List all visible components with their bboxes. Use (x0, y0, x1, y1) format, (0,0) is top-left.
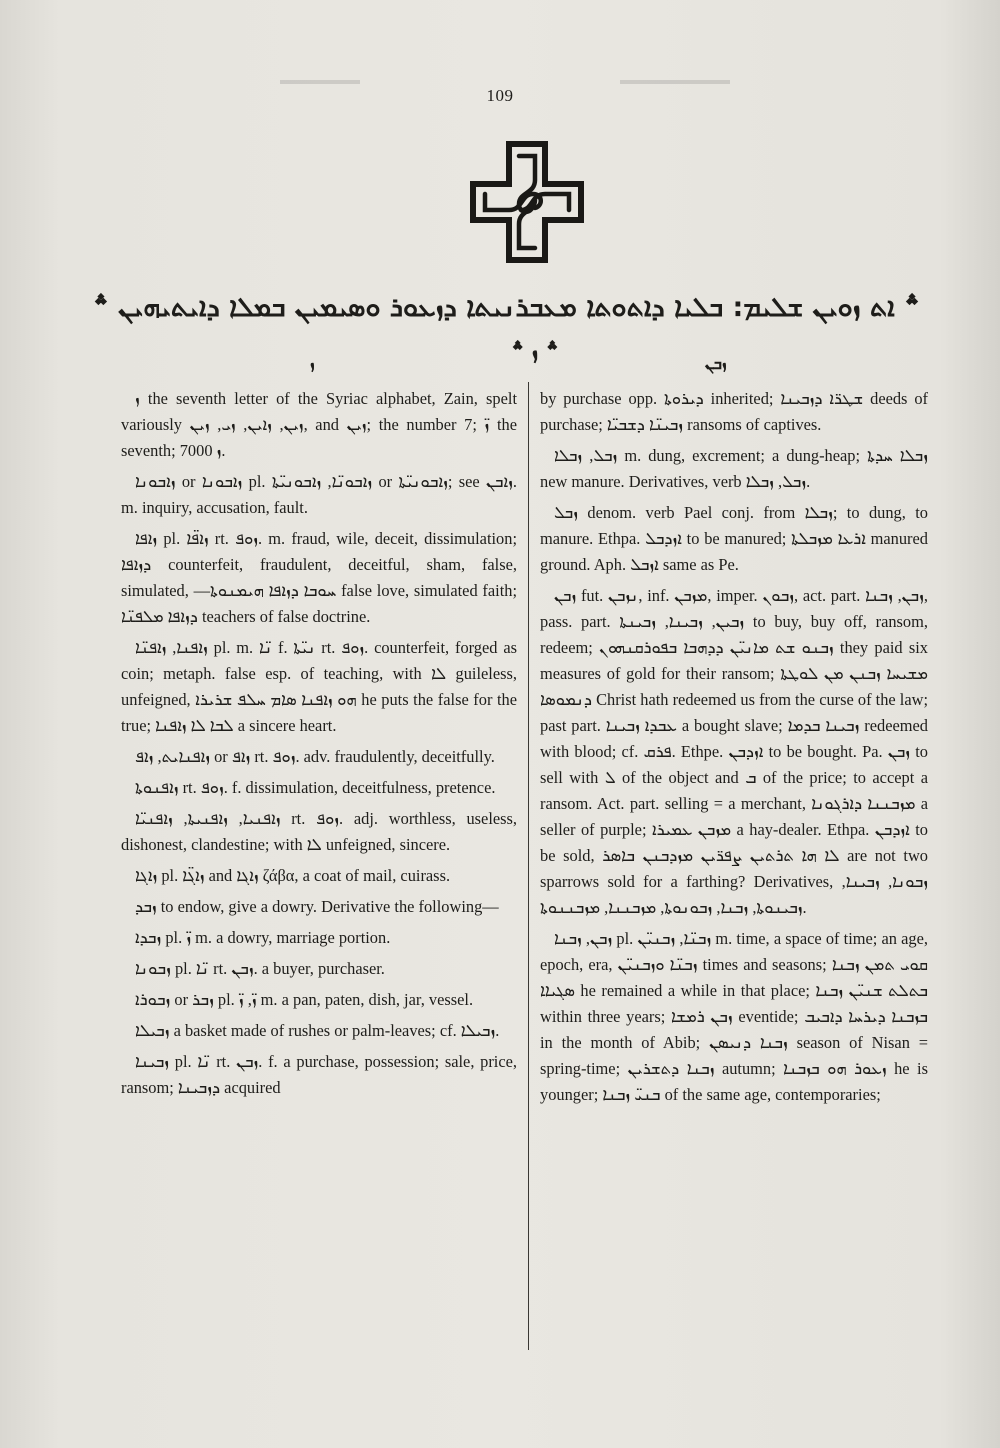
right-column (540, 386, 928, 1113)
dictionary-entry: ܙܐܓܐ pl. ܙܐܓ̈ܐ and ܙܐܓܐ ζάβα, a coat of mail, cuirass. (135, 866, 451, 885)
section-heading: ؞ ܐܬ ܙܘܝܢ ܫܠܝܡ: ܒܠܝܐ ܕܐܬܘܬܐ ܡܥܒܪܢܝܬܐ ܕܙܥܘܪ ܘܣܝܡܝܢ ܒܡܠܐ ܕܐܝܬܝܗܝܢ ؞ (93, 292, 920, 323)
dictionary-entry: ܙܐܦܐ pl. ܙܐܦ̈ܐ rt. ܙܘܦ. m. fraud, wile, deceit, dissimulation; ܕܙܐܦܐ counterfeit, fraudulent, deceitful, sham, false, simulated, —ܚܘܒܐ ܕܙܐܦܐ ܗܝܡܢܘܬܐ false love, simulated faith; ܕܙܐܦܐ ܡܠܦܢ̈ܐ teachers of false doctrine. (121, 529, 518, 626)
dictionary-entry: ܙܒܕ to endow, give a dowry. Derivative the following— (135, 897, 499, 916)
dictionary-entry: ܙܐܦܢܐ, ܙܐܦܢ̈ܐ pl. m. ܢ̈ܐ f. ܢܝ̈ܬܐ rt. ܙܘܦ. counterfeit, forged as coin; metaph. false esp. of teaching, with ܠܐ guileless, unfeigned, ܗܘ ܙܐܦܢܐ ܣܐܡ ܚܠܦ ܫܪܝܪܐ he puts the false for the true; ܠܒܐ ܠܐ ܙܐܦܢܐ a sincere heart. (121, 638, 518, 735)
dictionary-entry: ܙܒܠ denom. verb Pael conj. from ܙܒܠܐ; to dung, to manure. Ethpa. ܐܙܕܒܠ to be manured; ܐܪܥܐ ܡܙܒܠܬܐ manured ground. Aph. ܐܙܒܠ same as Pe. (540, 503, 928, 574)
left-column (121, 386, 517, 1106)
dictionary-entry: ܙܒܝܠܐ a basket made of rushes or palm-leaves; cf. ܙܒܝܠܐ. (135, 1021, 500, 1040)
dictionary-entry: ܙܐܒܘܢܐ or ܙܐܒܘܢܐ pl. ܙܐܒܘܢ̈ܐ, ܙܐܒܘܢܝ̈ܬܐ or ܙܐܒܘܢܝ̈ܬܐ; see ܙܐܒܢ. m. inquiry, accusation, fault. (121, 472, 517, 517)
dictionary-entry: ܙܒܕܐ pl. ܙ̈ m. a dowry, marriage portion. (135, 928, 391, 947)
dictionary-entry: ܙ the seventh letter of the Syriac alphabet, Zain, spelt variously ܙܝܢ, ܙܐܝܢ, ܙܝ, ܙܝܢ, and ܙܝܢ; the number 7; ܙ̈ the seventh; ܙ 7000. (121, 389, 517, 460)
dictionary-entry-continued: by purchase opp. ܕܝܪܘܬܐ inherited; ܫܛܪ̈ܐ ܕܙܒܝܢܐ deeds of purchase; ܙܒܝܢ̈ܐ ܕܫܒܝ̈ܐ ransoms of captives. (540, 389, 928, 434)
dictionary-entry: ܙܐܦܢܘܬܐ rt. ܙܘܦ. f. dissimulation, deceitfulness, pretence. (135, 778, 496, 797)
cross-ornament-icon (469, 140, 585, 264)
dictionary-entry: ܙܒܘܢܐ pl. ܢ̈ܐ rt. ܙܒܢ. a buyer, purchaser. (135, 959, 385, 978)
dictionary-entry: ܙܒܠ, ܙܒܠܐ m. dung, excrement; a dung-heap; ܙܒܠܐ ܚܕܬܐ new manure. Derivatives, verb ܙܒܠ, ܙܒܠܐ. (540, 446, 928, 491)
section-letter-mark: ؞ ܙ ؞ (511, 340, 559, 365)
dictionary-entry: ܙܒܢ, ܙܒܢܐ pl. ܙܒܢ̈ܐ, ܙܒܢܝ̈ܢ m. time, a space of time; an age, epoch, era, ܙܒܢ̈ܐ ܘܙܒܢܝ̈ܢ times and seasons; ܩܘܝ ܬܡܢ ܙܒܢܐ ܣܓܝܐܐ he remained a while in that place; ܒܬܠܬ ܫܢܝ̈ܢ ܙܒܢܐ within three years; ܙܒܢ ܪܡܫܐ eventide; ܒܙܒܢܐ ܕܝܪܚܐ ܕܐܒܝܒ in the month of Abib; ܙܒܢܐ ܕܢܝܣܢ season of Nisan = spring-time; ܙܒܢܐ ܕܬܫܪܝܢ autumn; ܙܥܘܪ ܗܘ ܒܙܒܢܐ he is younger; ܒܢܝ̈ ܙܒܢܐ of the same age, contemporaries; (540, 929, 928, 1104)
right-column-catchword: ܙܒܢ (705, 354, 727, 373)
page-number: 109 (486, 86, 514, 105)
left-column-catchword: ܙ (310, 354, 315, 373)
dictionary-entry: ܙܐܦܢܝܐ, ܙܐܦܢܝܬܐ, ܙܐܦܢܝ̈ܐ rt. ܙܘܦ. adj. worthless, useless, dishonest, clandestine; with ܠܐ unfeigned, sincere. (121, 809, 518, 854)
dictionary-entry: ܙܒܝܢܐ pl. ܢ̈ܐ rt. ܙܒܢ. f. a purchase, possession; sale, price, ransom; ܕܙܒܝܢܐ acquired (121, 1052, 517, 1097)
dictionary-entry: ܙܒܘܪܐ or ܙܒܪ pl. ܙ̈, ܙ̈ m. a pan, paten, dish, jar, vessel. (135, 990, 474, 1009)
column-divider (528, 382, 529, 1350)
dictionary-entry: ܙܒܢ fut. ܢܙܒܢ, inf. ܡܙܒܢ, imper. ܙܒܘܢ, act. part. ܙܒܢ, ܙܒܢܐ, pass. part. ܙܒܝܢ, ܙܒܝܢܐ, ܙܒܝܢܬܐ to buy, buy off, ransom, redeem; ܙܒܢܘ ܫܬ ܡܐܢܝ̈ܢ ܕܕܗܒܐ ܒܦܘܪܩܢܗܘܢ they paid six measures of gold for their ransom; ܡܫܝܚܐ ܙܒܢܢ ܡܢ ܠܘܛܬܐ ܕܢܡܘܣܐ Christ hath redeemed us from the curse of the law; past part. ܥܒܕܐ ܙܒܝܢܐ a bought slave; ܙܒܝܢܐ ܒܕܡܐ redeemed with blood; cf. ܦܪܩ. Ethpe. ܐܙܕܒܢ to be bought. Pa. ܙܒܢ to sell with ܠ of the object and ܒ of the price; to accept a ransom. Act. part. selling = a merchant, ܡܙܒܢܢܐ ܕܐܪܓܘܢܐ a seller of purple; ܡܙܒܢ ܥܡܝܪܐ a hay-dealer. Ethpa. ܐܙܕܒܢ to be sold, ܠܐ ܗܐ ܬܪܬܝܢ ܨܦܪ̈ܝܢ ܡܙܕܒܢܢ ܒܐܣܪ are not two sparrows sold for a farthing? Derivatives, ܙܒܘܢܐ, ܙܒܝܢܐ, ܙܒܝܢܘܬܐ, ܙܒܢܐ, ܙܒܘܢܘܬܐ, ܡܙܒܢܢܐ, ܡܙܒܢܢܘܬܐ. (540, 586, 929, 917)
dictionary-entry: ܙܐܦܢܐܝܬ, ܙܐܦ or ܙܐܦ rt. ܙܘܦ. adv. fraudulently, deceitfully. (135, 747, 495, 766)
